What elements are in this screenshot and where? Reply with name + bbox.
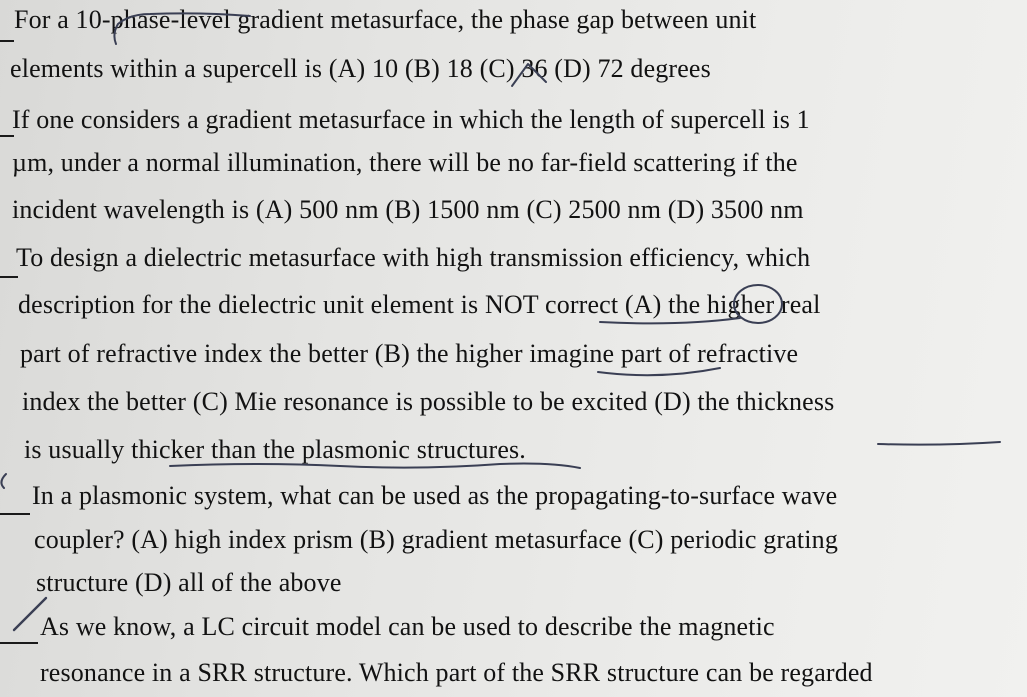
question-4-line-1: In a plasmonic system, what can be used as the propagating-to-surface wave <box>32 481 838 510</box>
question-3-line-1: To design a dielectric metasurface with high transmission efficiency, which <box>16 243 811 272</box>
answer-blank-q3 <box>0 276 18 278</box>
question-3-line-3: part of refractive index the better (B) the higher imagine part of refractive <box>20 339 799 368</box>
question-1-line-2: elements within a supercell is (A) 10 (B) 18 (C) 36 (D) 72 degrees <box>10 54 711 83</box>
question-3-line-2: description for the dielectric unit element is NOT correct (A) the higher real <box>18 290 821 319</box>
question-4-line-2: coupler? (A) high index prism (B) gradient metasurface (C) periodic grating <box>34 525 838 554</box>
question-2-line-2: µm, under a normal illumination, there will be no far-field scattering if the <box>12 148 798 177</box>
answer-blank-q4 <box>0 513 30 515</box>
answer-blank-q5 <box>0 642 38 644</box>
answer-blank-q1 <box>0 40 14 42</box>
question-3-line-4: index the better (C) Mie resonance is possible to be excited (D) the thickness <box>22 387 835 416</box>
question-2-line-1: If one considers a gradient metasurface in which the length of supercell is 1 <box>12 105 810 134</box>
question-5-line-1: As we know, a LC circuit model can be used to describe the magnetic <box>40 612 775 641</box>
question-5-line-2: resonance in a SRR structure. Which part of the SRR structure can be regarded <box>40 658 873 687</box>
question-2-line-3: incident wavelength is (A) 500 nm (B) 1500 nm (C) 2500 nm (D) 3500 nm <box>12 195 804 224</box>
question-4-line-3: structure (D) all of the above <box>36 568 342 597</box>
question-3-line-5: is usually thicker than the plasmonic structures. <box>24 435 526 464</box>
question-1-line-1: For a 10-phase-level gradient metasurface, the phase gap between unit <box>14 5 757 34</box>
